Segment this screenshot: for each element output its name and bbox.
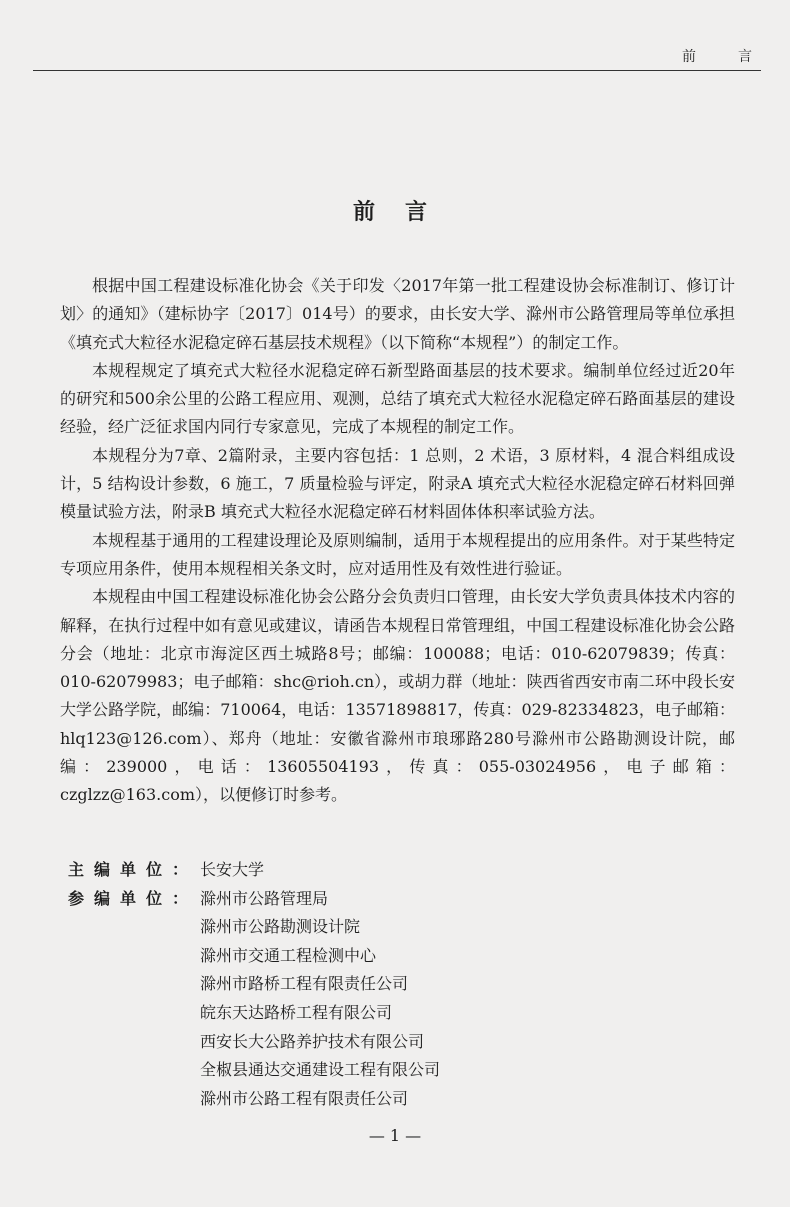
- chief-unit-list: [200, 856, 264, 885]
- body-text: [60, 272, 735, 810]
- chief-unit-label: 主编单位：: [68, 860, 199, 879]
- participating-unit-row: [68, 885, 668, 1114]
- chief-unit-item: 长安大学: [200, 860, 265, 879]
- participating-unit-item: 滁州市公路管理局: [200, 888, 329, 908]
- participating-unit-list: [200, 885, 440, 1114]
- participating-unit-item: 滁州市公路勘测设计院: [200, 917, 361, 937]
- running-head: 前 言: [682, 49, 766, 65]
- participating-unit-item: 滁州市公路工程有限责任公司: [200, 1088, 409, 1108]
- editing-units: [68, 856, 668, 1113]
- participating-unit-label: 参编单位：: [68, 888, 199, 908]
- paragraph-4: 本规程基于通用的工程建设理论及原则编制，适用于本规程提出的应用条件。对于某些特定专项应用条件，使用本规程相关条文时，应对适用性及有效性进行验证。: [60, 530, 735, 578]
- paragraph-2: 本规程规定了填充式大粒径水泥稳定碎石新型路面基层的技术要求。编制单位经过近20年的研究和500余公里的公路工程应用、观测，总结了填充式大粒径水泥稳定碎石路面基层的建设经验，经广泛征求国内同行专家意见，完成了本规程的制定工作。: [60, 360, 735, 437]
- participating-unit-item: 滁州市交通工程检测中心: [200, 945, 377, 965]
- participating-unit-item: 皖东天达路桥工程有限公司: [200, 1002, 393, 1022]
- paragraph-3: 本规程分为7章、2篇附录，主要内容包括：1 总则，2 术语，3 原材料，4 混合料组成设计，5 结构设计参数，6 施工，7 质量检验与评定，附录A 填充式大粒径水泥稳定碎石材料回弹模量试验方法，附录B 填充式大粒径水泥稳定碎石材料固体体积率试验方法。: [60, 445, 735, 522]
- participating-unit-item: 滁州市路桥工程有限责任公司: [200, 974, 409, 994]
- paragraph-1: 根据中国工程建设标准化协会《关于印发〈2017年第一批工程建设协会标准制订、修订计划〉的通知》（建标协字〔2017〕014号）的要求，由长安大学、滁州市公路管理局等单位承担《填充式大粒径水泥稳定碎石基层技术规程》（以下简称“本规程”）的制定工作。: [60, 276, 735, 352]
- paragraph-5: 本规程由中国工程建设标准化协会公路分会负责归口管理，由长安大学负责具体技术内容的解释，在执行过程中如有意见或建议，请函告本规程日常管理组，中国工程建设标准化协会公路分会（地址：北京市海淀区西土城路8号；邮编：100088；电话：010-62079839；传真：010-62079983；电子邮箱：shc@rioh.cn），或胡力群（地址：陕西省西安市南二环中段长安大学公路学院，邮编：710064，电话：13571898817，传真：029-82334823，电子邮箱：hlq123@126.com）、郑舟（地址：安徽省滁州市琅琊路280号滁州市公路勘测设计院，邮编：239000，电话：13605504193，传真：055-03024956，电子邮箱：czglzz@163.com），以便修订时参考。: [60, 587, 735, 805]
- page-title: 前言: [352, 199, 457, 225]
- page-number: — 1 —: [368, 1126, 422, 1145]
- header-rule: [33, 70, 761, 71]
- chief-unit-row: [68, 856, 668, 885]
- participating-unit-item: 全椒县通达交通建设工程有限公司: [200, 1060, 441, 1080]
- participating-unit-item: 西安长大公路养护技术有限公司: [200, 1031, 425, 1051]
